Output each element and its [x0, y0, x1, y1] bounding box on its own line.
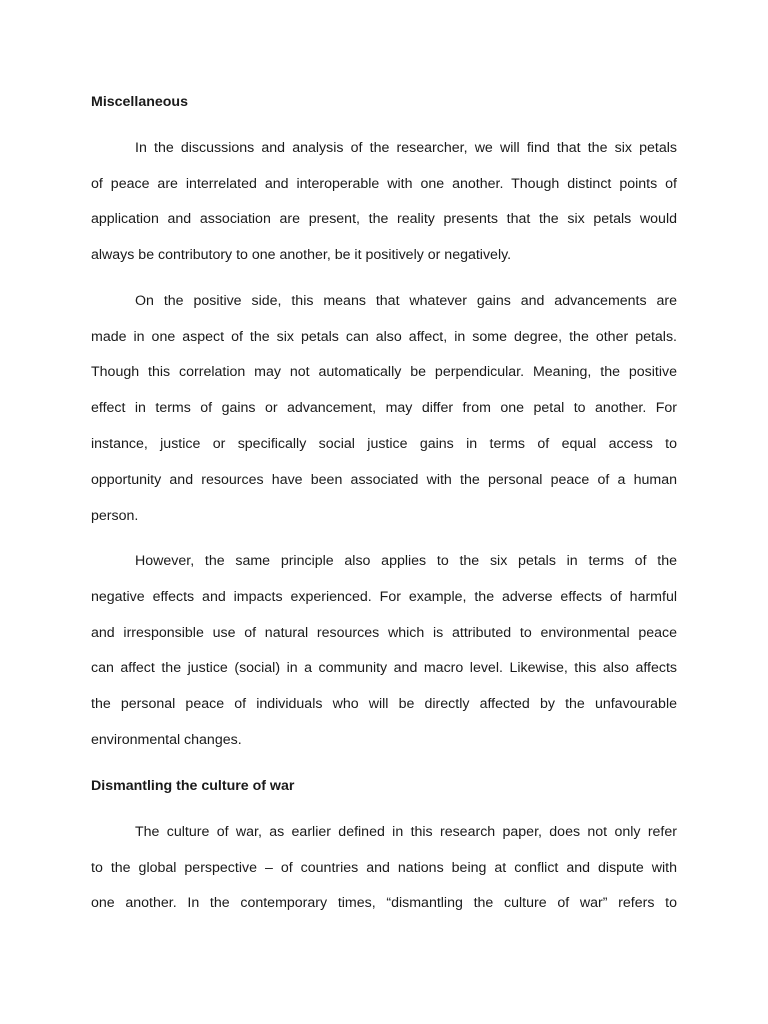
paragraph-2-line-3: Though this correlation may not automatically be perpendicular. Meaning, the positive: [91, 364, 677, 380]
paragraph-2-line-4: effect in terms of gains or advancement, may differ from one petal to another. For: [91, 400, 677, 416]
paragraph-1-line-2: of peace are interrelated and interoperable with one another. Though distinct points of: [91, 176, 677, 192]
paragraph-1-line-3: application and association are present, the reality presents that the six petals would: [91, 211, 677, 227]
paragraph-1-line-4: always be contributory to one another, be it positively or negatively.: [91, 247, 512, 263]
paragraph-4-line-3: one another. In the contemporary times, “dismantling the culture of war” refers to: [91, 895, 677, 911]
paragraph-3-line-2: negative effects and impacts experienced. For example, the adverse effects of harmful: [91, 589, 677, 605]
paragraph-2-line-1: On the positive side, this means that whatever gains and advancements are: [135, 293, 677, 309]
paragraph-2-line-6: opportunity and resources have been associated with the personal peace of a human: [91, 472, 677, 488]
paragraph-2-line-2: made in one aspect of the six petals can also affect, in some degree, the other petals.: [91, 329, 677, 345]
paragraph-4-line-1: The culture of war, as earlier defined in this research paper, does not only refer: [135, 824, 677, 840]
paragraph-4-line-2: to the global perspective – of countries and nations being at conflict and dispute with: [91, 860, 677, 876]
paragraph-3-line-1: However, the same principle also applies to the six petals in terms of the: [135, 553, 677, 569]
paragraph-3-line-6: environmental changes.: [91, 732, 242, 748]
paragraph-2-line-5: instance, justice or specifically social justice gains in terms of equal access to: [91, 436, 677, 452]
paragraph-3-line-3: and irresponsible use of natural resources which is attributed to environmental peace: [91, 625, 677, 641]
paragraph-3-line-4: can affect the justice (social) in a community and macro level. Likewise, this also affects: [91, 660, 677, 676]
paragraph-3-line-5: the personal peace of individuals who will be directly affected by the unfavourable: [91, 696, 677, 712]
section-heading-dismantling-the-culture-of-war: Dismantling the culture of war: [91, 778, 295, 794]
paragraph-2-line-7: person.: [91, 508, 139, 524]
paragraph-1-line-1: In the discussions and analysis of the researcher, we will find that the six petals: [135, 140, 677, 156]
section-heading-miscellaneous: Miscellaneous: [91, 94, 188, 110]
